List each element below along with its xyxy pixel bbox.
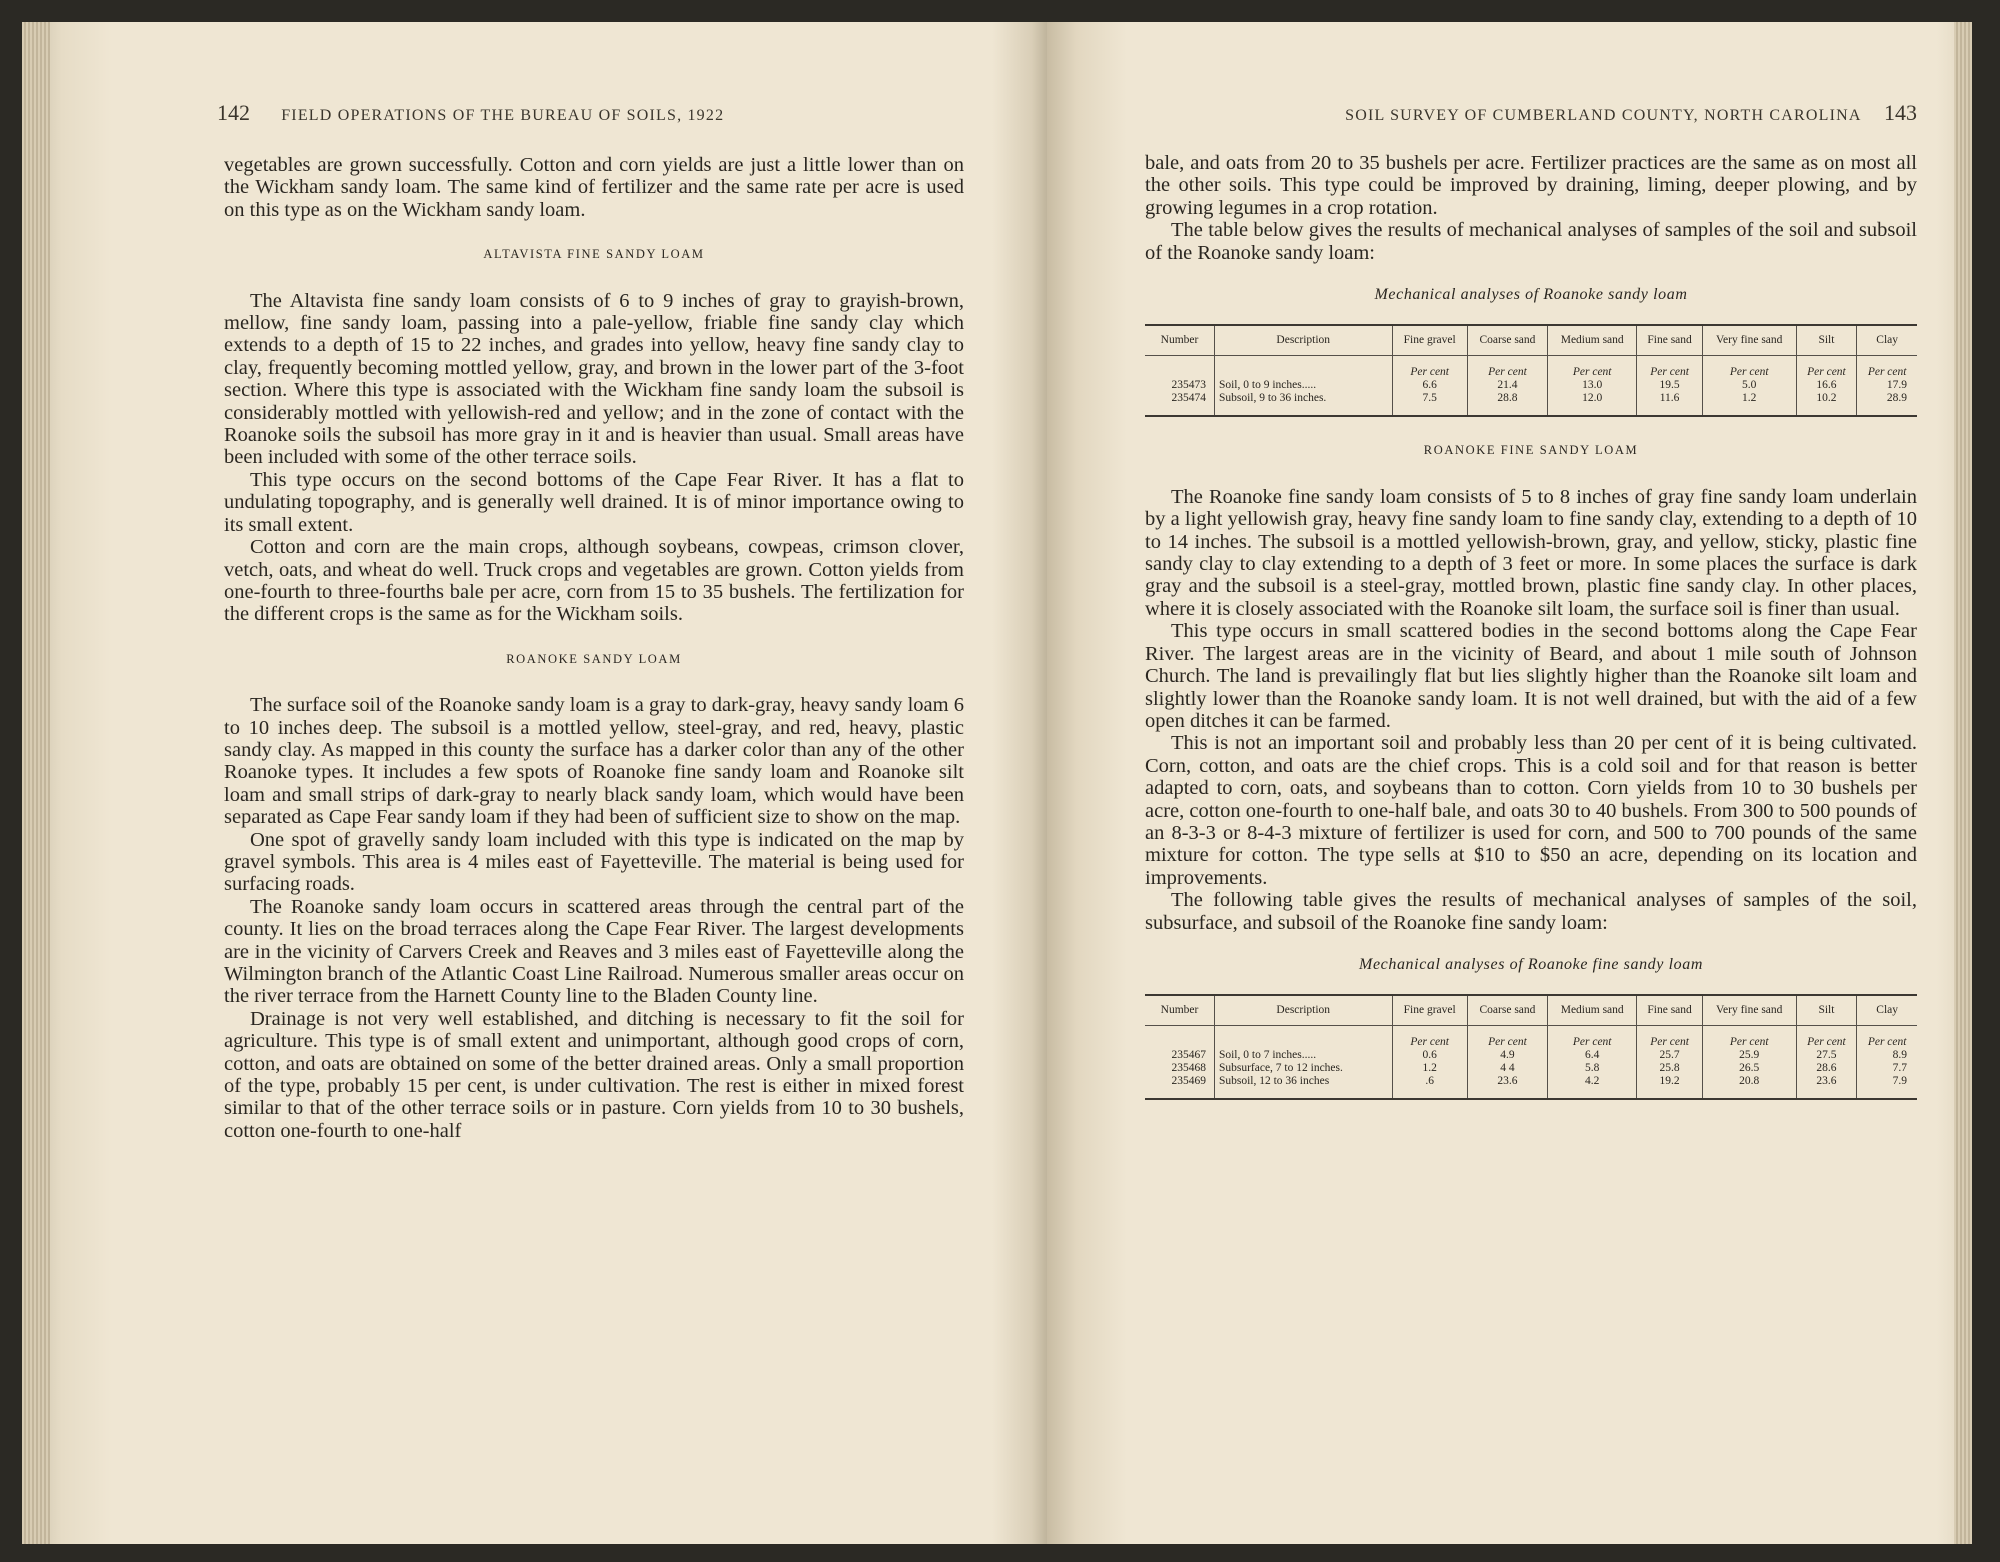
paragraph: The Roanoke sandy loam occurs in scattered areas through the central part of the county. It lies on the broad terraces along the Cape Fear River. The largest developments are in the vicinity of Carvers Creek and Reaves and 3 miles east of Fayetteville along the Wilmington branch of the Atlantic Coast Line Railroad. Numerous smaller areas occur on the river terrace from the Harnett County line to the Bladen County line. [224,895,964,1008]
paragraph: vegetables are grown successfully. Cotton and corn yields are just a little lower than on the Wickham sandy loam. The same kind of fertilizer and the same rate per acre is used on this type as on the Wickham sandy loam. [224,154,964,221]
running-head-right [1207,100,1917,126]
unit-label: Per cent [1392,1026,1467,1050]
unit-label: Per cent [1548,1026,1637,1050]
left-text-column [224,154,964,1142]
column-header: Coarse sand [1467,995,1547,1026]
column-header: Fine gravel [1392,995,1467,1026]
unit-label: Per cent [1796,1026,1857,1050]
cell-value: 27.5 [1796,1049,1857,1062]
paragraph: The Altavista fine sandy loam consists of 6 to 9 inches of gray to grayish-brown, mellow, fine sandy loam, passing into a pale-yellow, friable fine sandy clay which extends to a depth of 15 to 22 inches, and grades into yellow, heavy fine sandy clay to clay, frequently becoming mottled yellow, gray, and brown in the lower part of the 3-foot section. Where this type is associated with the Wickham fine sandy loam the subsoil is considerably mottled with yellowish-red and yellow; and in the zone of contact with the Roanoke soils the subsoil has more gray in it and is heavier than usual. Small areas have been included with some of the other terrace soils. [224,289,964,469]
unit-label: Per cent [1702,1026,1796,1050]
cell-value: .6 [1392,1075,1467,1099]
page-number-left: 142 [217,100,250,125]
paragraph: The table below gives the results of mechanical analyses of samples of the soil and subsoil of the Roanoke sandy loam: [1145,219,1917,264]
cell-value: 4 4 [1467,1062,1547,1075]
running-head-title-left: FIELD OPERATIONS OF THE BUREAU OF SOILS, 1922 [281,107,725,124]
cell-value: 28.6 [1796,1062,1857,1075]
table-header-row [1145,995,1917,1026]
cell-value: 7.5 [1392,392,1467,416]
running-head-left [217,100,897,126]
units-row [1145,356,1917,380]
column-header: Number [1145,325,1214,356]
cell-value: 19.2 [1637,1075,1703,1099]
cell-value: 10.2 [1796,392,1857,416]
column-header: Medium sand [1548,995,1637,1026]
cell-value: 4.9 [1467,1049,1547,1062]
sample-number: 235469 [1145,1075,1214,1099]
right-page [1047,22,1972,1544]
column-header: Fine sand [1637,325,1703,356]
paragraph: bale, and oats from 20 to 35 bushels per acre. Fertilizer practices are the same as on most all the other soils. This type could be improved by draining, liming, deeper plowing, and by growing legumes in a crop rotation. [1145,152,1917,219]
cell-value: 13.0 [1548,379,1637,392]
unit-label: Per cent [1857,356,1917,380]
unit-label: Per cent [1467,1026,1547,1050]
cell-value: 4.2 [1548,1075,1637,1099]
column-header: Very fine sand [1702,995,1796,1026]
cell-value: 5.0 [1702,379,1796,392]
column-header: Medium sand [1548,325,1637,356]
section-heading: ROANOKE FINE SANDY LOAM [1423,443,1639,458]
cell-value: 19.5 [1637,379,1703,392]
page-number-right: 143 [1884,100,1917,125]
column-header: Silt [1796,325,1857,356]
cell-value: 28.9 [1857,392,1917,416]
sample-number: 235467 [1171,1049,1206,1062]
paragraph: This type occurs in small scattered bodies in the second bottoms along the Cape Fear River. The largest areas are in the vicinity of Beard, and about 1 mile south of Johnson Church. The land is prevailingly flat but lies slightly higher than the Roanoke silt loam and slightly lower than the Roanoke sandy loam. It is not well drained, but with the aid of a few open ditches it can be farmed. [1145,620,1917,732]
cell-value: 23.6 [1796,1075,1857,1099]
paragraph: The surface soil of the Roanoke sandy loam is a gray to dark-gray, heavy sandy loam 6 to 10 inches deep. The subsoil is a mottled yellow, steel-gray, and red, heavy, plastic sandy clay. As mapped in this county the surface has a darker color than any of the other Roanoke types. It includes a few spots of Roanoke fine sandy loam and Roanoke silt loam and small strips of dark-gray to nearly black sandy loam, which would have been separated as Cape Fear sandy loam if they had been of sufficient size to show on the map. [224,694,964,829]
running-head-title-right: SOIL SURVEY OF CUMBERLAND COUNTY, NORTH CAROLINA [1345,107,1861,124]
cell-value: 25.9 [1702,1049,1796,1062]
column-header: Number [1145,995,1214,1026]
cell-value: 26.5 [1702,1062,1796,1075]
mechanical-analysis-table-2 [1145,994,1917,1100]
column-header: Clay [1857,995,1917,1026]
unit-label: Per cent [1637,1026,1703,1050]
cell-value: 0.6 [1392,1049,1467,1062]
column-header: Silt [1796,995,1857,1026]
unit-label: Per cent [1637,356,1703,380]
paragraph: The Roanoke fine sandy loam consists of 5 to 8 inches of gray fine sandy loam underlain by a light yellowish gray, heavy fine sandy loam to fine sandy clay, extending to a depth of 10 to 14 inches. The subsoil is a mottled yellowish-brown, gray, and yellow, sticky, plastic fine sandy clay to clay extending to a depth of 3 feet or more. In some places the surface is dark gray and the subsoil is a steel-gray, mottled brown, plastic fine sandy clay. In other places, where it is closely associated with the Roanoke silt loam, the surface soil is finer than usual. [1145,485,1917,620]
open-book [22,22,1972,1544]
table-row [1145,1062,1917,1075]
section-heading: ALTAVISTA FINE SANDY LOAM [483,247,705,262]
column-header: Description [1214,325,1392,356]
unit-label: Per cent [1702,356,1796,380]
cell-value: 6.4 [1548,1049,1637,1062]
page-edges [22,22,50,1544]
sample-description: Soil, 0 to 9 inches..... [1214,379,1392,392]
cell-value: 17.9 [1857,379,1917,392]
unit-label: Per cent [1796,356,1857,380]
cell-value: 25.7 [1637,1049,1703,1062]
paragraph: This type occurs on the second bottoms of the Cape Fear River. It has a flat to undulating topography, and is generally well drained. It is of minor importance owing to its small extent. [224,468,964,536]
cell-value: 6.6 [1392,379,1467,392]
table-row [1145,392,1917,416]
paragraph: This is not an important soil and probably less than 20 per cent of it is being cultivated. Corn, cotton, and oats are the chief crops. This is a cold soil and for that reason is better adapted to corn, oats, and soybeans than to cotton. Corn yields from 10 to 30 bushels per acre, cotton one-fourth to one-half bale, and oats 30 to 40 bushels. From 300 to 500 pounds of an 8-3-3 or 8-4-3 mixture of fertilizer is used for corn, and 500 to 700 pounds of the same mixture for cotton. The type sells at $10 to $50 an acre, depending on its location and improvements. [1145,732,1918,889]
cell-value: 25.8 [1637,1062,1703,1075]
cell-value: 7.7 [1857,1062,1917,1075]
table-title: Mechanical analyses of Roanoke fine sandy loam [1359,955,1703,973]
cell-value: 8.9 [1857,1049,1917,1062]
paragraph: Cotton and corn are the main crops, although soybeans, cowpeas, crimson clover, vetch, oats, and wheat do well. Truck crops and vegetables are grown. Cotton yields from one-fourth to three-fourths bale per acre, corn from 15 to 35 bushels. The fertilization for the different crops is the same as for the Wickham soils. [224,536,964,626]
column-header: Clay [1857,325,1917,356]
column-header: Description [1214,995,1392,1026]
sample-number: 235473 [1171,379,1206,392]
table-title: Mechanical analyses of Roanoke sandy loam [1374,286,1688,304]
cell-value: 20.8 [1702,1075,1796,1099]
paragraph: Drainage is not very well established, and ditching is necessary to fit the soil for agriculture. This type is of small extent and unimportant, although good crops of corn, cotton, and oats are obtained on some of the better drained areas. Only a small proportion of the type, probably 15 per cent, is under cultivation. The rest is either in mixed forest similar to that of the other terrace soils or in pasture. Corn yields from 10 to 30 bushels, cotton one-fourth to one-half [224,1007,964,1142]
cell-value: 28.8 [1467,392,1547,416]
mechanical-analysis-table-1 [1145,324,1917,417]
column-header: Fine sand [1637,995,1703,1026]
table-row [1145,1075,1917,1099]
cell-value: 1.2 [1702,392,1796,416]
cell-value: 23.6 [1467,1075,1547,1099]
unit-label: Per cent [1392,356,1467,380]
unit-label: Per cent [1548,356,1637,380]
cell-value: 5.8 [1548,1062,1637,1075]
cell-value: 21.4 [1467,379,1547,392]
cell-value: 12.0 [1548,392,1637,416]
cell-value: 1.2 [1392,1062,1467,1075]
unit-label: Per cent [1857,1026,1917,1050]
sample-description: Soil, 0 to 7 inches..... [1214,1049,1392,1062]
column-header: Coarse sand [1467,325,1547,356]
cell-value: 7.9 [1857,1075,1917,1099]
section-heading: ROANOKE SANDY LOAM [506,651,682,666]
units-row [1145,1026,1917,1050]
column-header: Very fine sand [1702,325,1796,356]
page-edges [1954,22,1972,1544]
sample-description: Subsoil, 12 to 36 inches [1214,1075,1392,1099]
paragraph: The following table gives the results of mechanical analyses of samples of the soil, subsurface, and subsoil of the Roanoke fine sandy loam: [1145,889,1917,934]
right-text-column [1145,152,1917,1100]
unit-label: Per cent [1467,356,1547,380]
sample-description: Subsoil, 9 to 36 inches. [1214,392,1392,416]
sample-number: 235474 [1145,392,1214,416]
paragraph: One spot of gravelly sandy loam included with this type is indicated on the map by gravel symbols. This area is 4 miles east of Fayetteville. The material is being used for surfacing roads. [224,828,964,896]
table-row [1145,379,1917,392]
table-header-row [1145,325,1917,356]
sample-number: 235468 [1171,1062,1206,1075]
table-row [1145,1049,1917,1062]
column-header: Fine gravel [1392,325,1467,356]
cell-value: 16.6 [1796,379,1857,392]
sample-description: Subsurface, 7 to 12 inches. [1214,1062,1392,1075]
cell-value: 11.6 [1637,392,1703,416]
left-page [22,22,1047,1544]
